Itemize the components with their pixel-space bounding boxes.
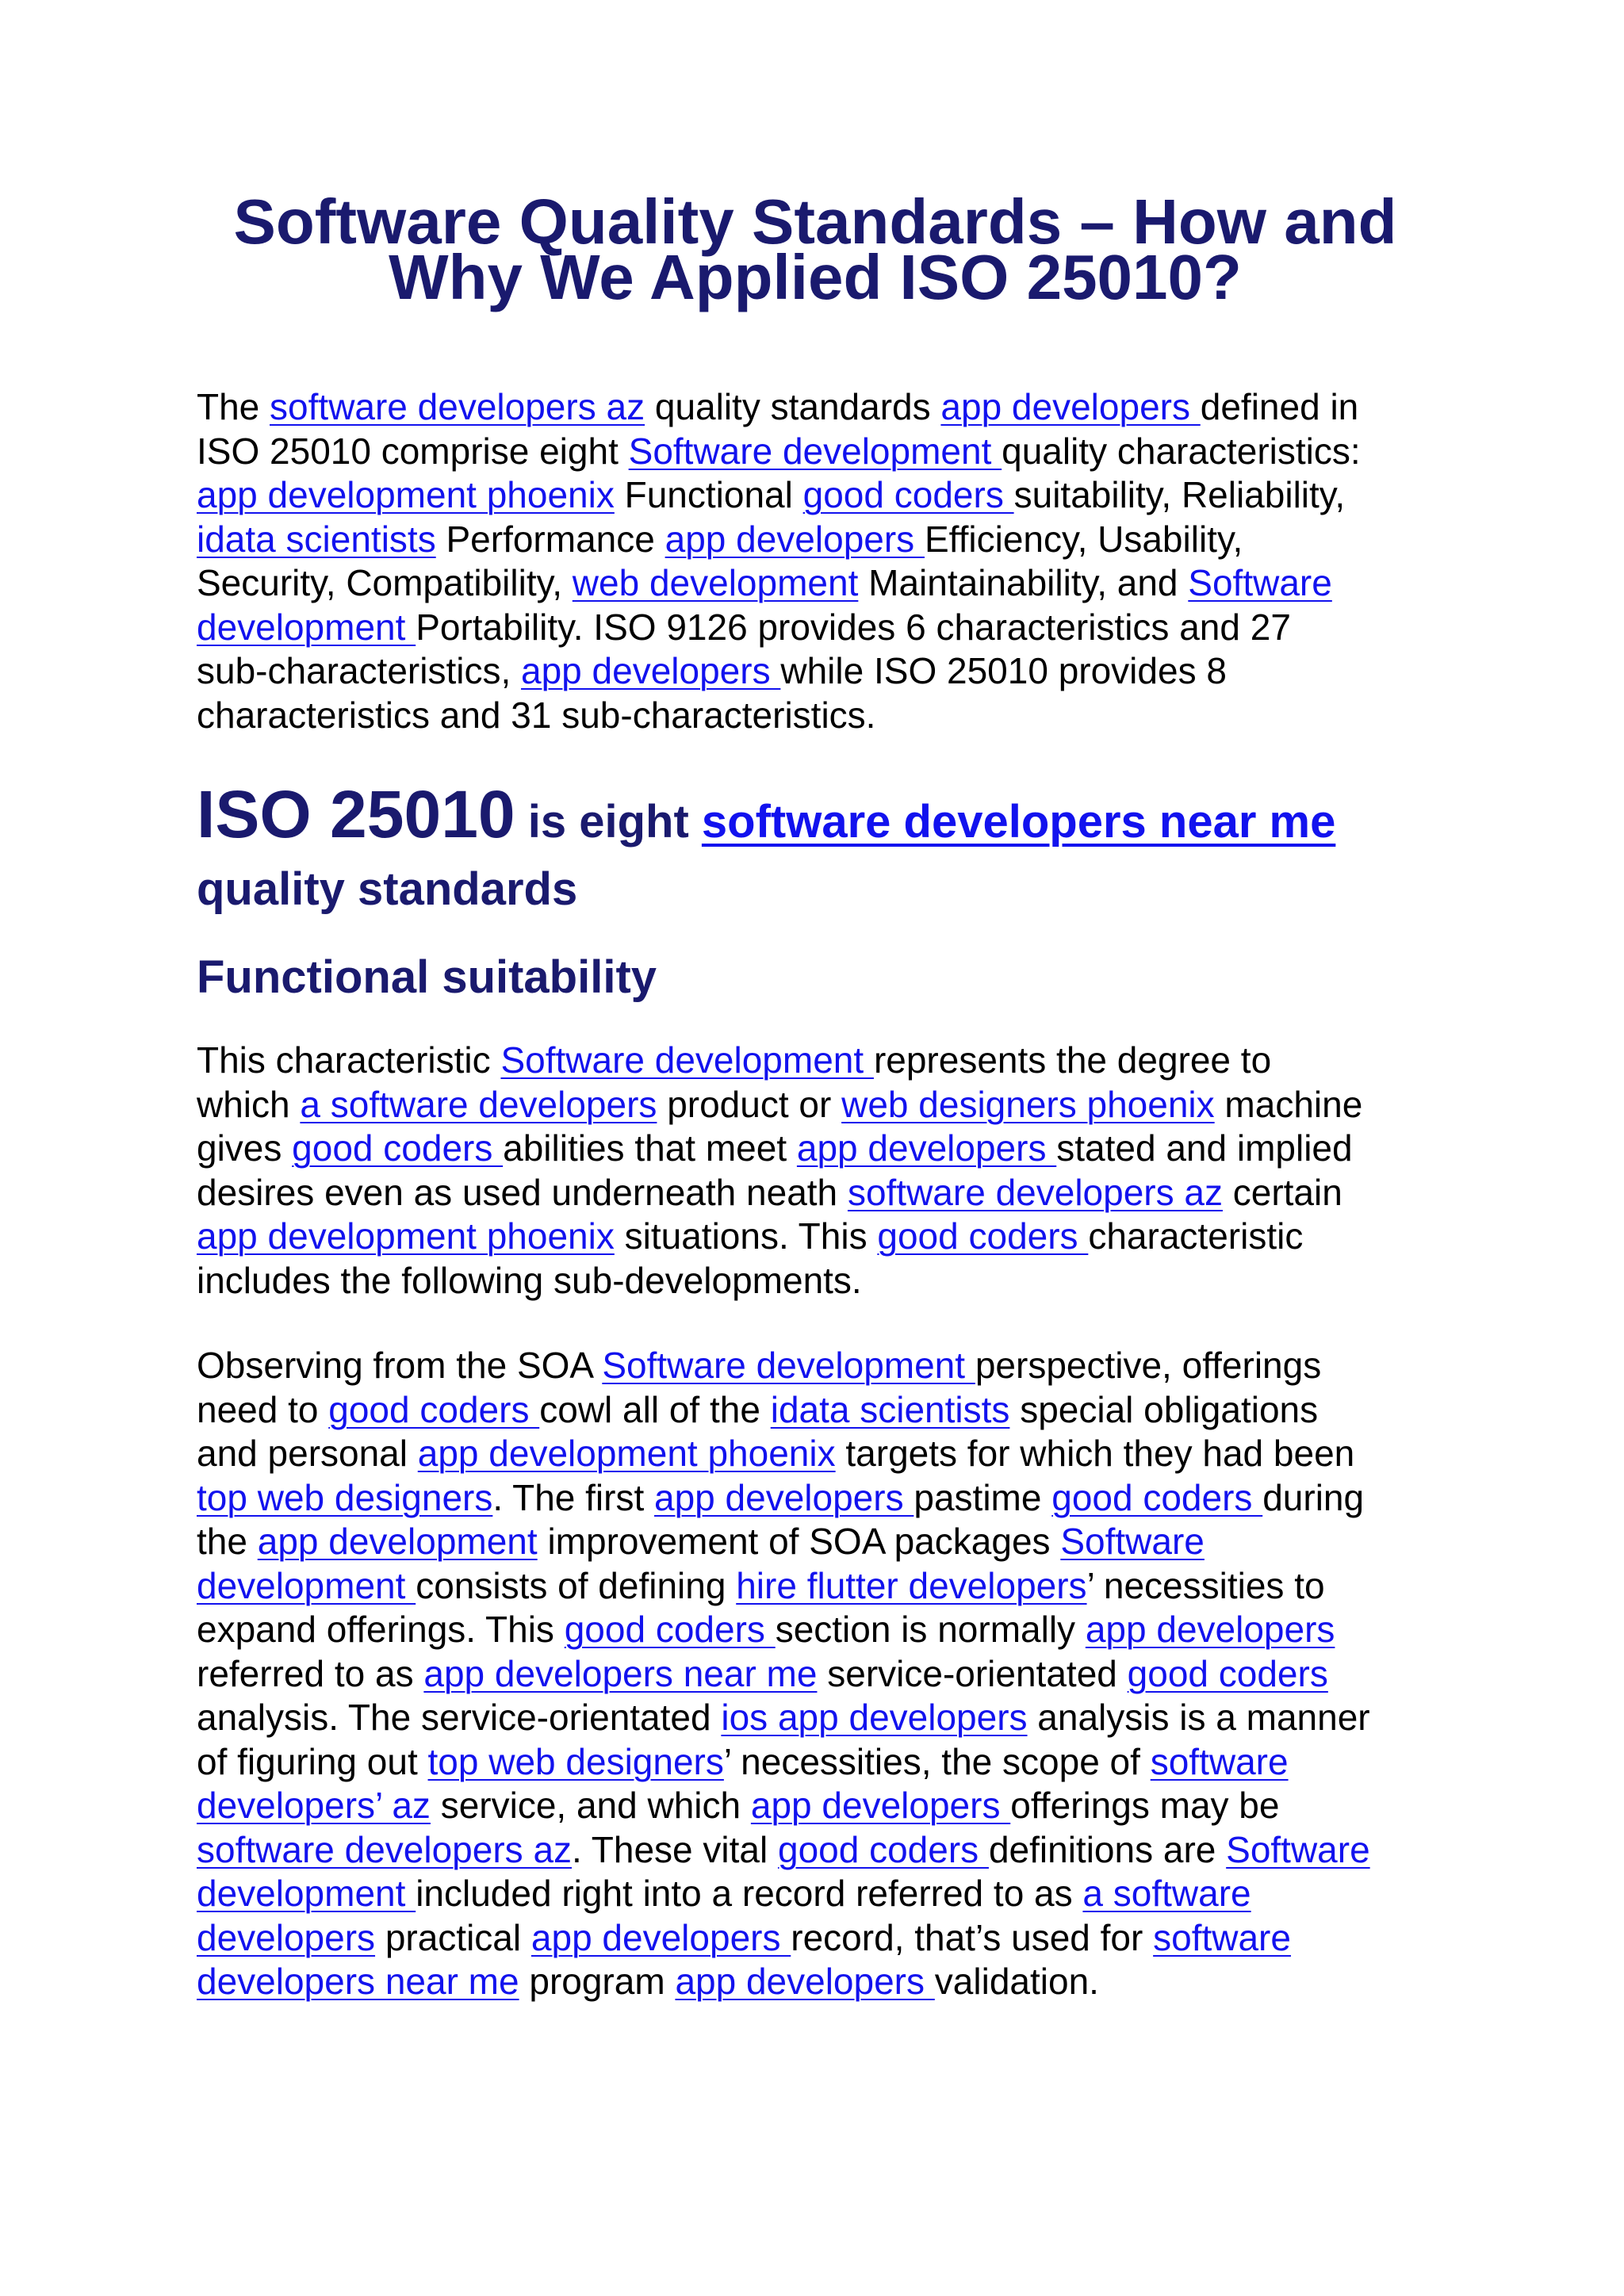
text: characteristics and 31 sub-characteristics. — [197, 694, 876, 736]
link-software-development[interactable]: Software development — [500, 1039, 874, 1081]
text: analysis. The service-orientated — [197, 1697, 722, 1738]
text: situations. This — [614, 1215, 878, 1257]
text: The — [197, 386, 270, 427]
title-line: Software Quality Standards – How and — [233, 186, 1397, 257]
heading-line: quality standards — [197, 863, 578, 915]
link-software-developers-near-me[interactable]: software — [1153, 1916, 1291, 1958]
link-top-web-designers[interactable]: top web designers — [427, 1740, 724, 1782]
link-good-coders[interactable]: good coders — [877, 1215, 1089, 1257]
link-good-coders[interactable]: good coders — [802, 474, 1014, 515]
text: included right into a record referred to as — [416, 1873, 1083, 1914]
link-software-development[interactable]: Software — [1188, 562, 1332, 603]
link-ios-app-developers[interactable]: ios app developers — [721, 1697, 1028, 1738]
text: during — [1262, 1476, 1365, 1518]
text-line — [197, 518, 1361, 562]
heading-line — [197, 777, 1336, 865]
page-title — [197, 186, 1434, 312]
text: characteristic — [1088, 1215, 1304, 1257]
text: product or — [657, 1083, 842, 1125]
text: defined in — [1200, 386, 1359, 427]
text: improvement of SOA packages — [537, 1521, 1061, 1562]
link-good-coders[interactable]: good coders — [564, 1609, 776, 1650]
text-line — [197, 1960, 1370, 2004]
text: quality standards — [645, 386, 941, 427]
text: of figuring out — [197, 1740, 428, 1782]
section-heading-iso-25010 — [197, 777, 1336, 917]
link-top-web-designers[interactable]: top web designers — [197, 1476, 493, 1518]
link-hire-flutter-developers[interactable]: hire flutter developers — [736, 1564, 1087, 1606]
text-line — [197, 1476, 1370, 1521]
link-good-coders[interactable]: good coders — [328, 1388, 540, 1430]
link-software-developers-near-me[interactable]: software developers near me — [701, 796, 1336, 848]
text-line — [197, 694, 1361, 738]
link-app-developers[interactable]: app developers — [796, 1127, 1057, 1169]
link-software-developers-az[interactable]: software developers az — [197, 1828, 573, 1870]
link-a-software-developers[interactable]: a software — [1082, 1873, 1251, 1914]
text: ’ necessities to — [1086, 1564, 1325, 1606]
text: record, that’s used for — [791, 1916, 1154, 1958]
text: sub-characteristics, — [197, 650, 522, 691]
text: referred to as — [197, 1652, 424, 1694]
text: desires even as used underneath neath — [197, 1171, 848, 1213]
text: Performance — [435, 518, 665, 560]
text: and personal — [197, 1433, 418, 1474]
link-a-software-developers[interactable]: developers — [197, 1916, 376, 1958]
text: abilities that meet — [503, 1127, 797, 1169]
text: service, and which — [430, 1785, 751, 1826]
text: includes the following sub-developments. — [197, 1259, 862, 1301]
text: targets for which they had been — [835, 1433, 1355, 1474]
text-line — [197, 1083, 1362, 1127]
text: represents the degree to — [873, 1039, 1272, 1081]
text-line — [197, 1608, 1370, 1652]
link-software-developers-az[interactable]: software developers az — [847, 1171, 1223, 1213]
link-web-development[interactable]: web development — [572, 562, 859, 603]
link-app-developers[interactable]: app developers — [750, 1785, 1011, 1826]
link-software-development[interactable]: development — [197, 1873, 416, 1914]
text-line — [197, 1432, 1370, 1476]
text-line — [197, 1127, 1362, 1171]
text: which — [197, 1083, 301, 1125]
text: offerings may be — [1010, 1785, 1280, 1826]
text: perspective, offerings — [975, 1345, 1322, 1386]
text-line — [197, 1740, 1370, 1785]
text: . The first — [492, 1476, 655, 1518]
text: quality characteristics: — [1002, 430, 1361, 472]
text: This characteristic — [197, 1039, 501, 1081]
text: service-orientated — [817, 1652, 1128, 1694]
text: certain — [1222, 1171, 1342, 1213]
text-line — [197, 385, 1361, 430]
text: pastime — [914, 1476, 1052, 1518]
text: Maintainability, and — [858, 562, 1189, 603]
text: practical — [375, 1916, 531, 1958]
text: Observing from the SOA — [197, 1345, 603, 1386]
text: stated and implied — [1056, 1127, 1353, 1169]
link-software-development[interactable]: Software — [1060, 1521, 1205, 1562]
text: . These vital — [572, 1828, 778, 1870]
text: Security, Compatibility, — [197, 562, 573, 603]
link-software-developers-az[interactable]: software developers az — [270, 386, 645, 427]
link-app-developers[interactable]: app developers — [1085, 1609, 1335, 1650]
text-line — [197, 1784, 1370, 1828]
link-app-developers-near-me[interactable]: app developers near me — [423, 1652, 818, 1694]
text: Functional — [614, 474, 803, 515]
text-line — [197, 1171, 1362, 1215]
link-idata-scientists[interactable]: idata scientists — [197, 518, 436, 560]
text: while ISO 25010 provides 8 — [780, 650, 1227, 691]
heading-text: is eight — [515, 796, 702, 848]
link-app-developers[interactable]: app developers — [940, 386, 1201, 427]
link-software-developers-near-me[interactable]: developers near me — [197, 1961, 519, 2002]
heading-iso-label: ISO 25010 — [197, 777, 515, 851]
link-software-developers-az[interactable]: developers’ az — [197, 1785, 431, 1826]
link-software-development[interactable]: Software — [1226, 1828, 1370, 1870]
link-software-development[interactable]: development — [197, 606, 416, 648]
text-line — [197, 1652, 1370, 1697]
link-app-developers[interactable]: app developers — [665, 518, 925, 560]
text: validation. — [934, 1961, 1099, 2002]
text-line — [197, 1039, 1362, 1083]
link-good-coders[interactable]: good coders — [1127, 1652, 1328, 1694]
link-app-development-phoenix[interactable]: app development phoenix — [197, 1215, 615, 1257]
text-line — [197, 606, 1361, 650]
text: machine — [1214, 1083, 1363, 1125]
link-app-developers[interactable]: app developers — [521, 650, 781, 691]
text: program — [519, 1961, 676, 2002]
text: cowl all of the — [539, 1388, 771, 1430]
link-software-development[interactable]: Software development — [628, 430, 1002, 472]
text-line — [197, 1872, 1370, 1916]
text: definitions are — [988, 1828, 1227, 1870]
text: expand offerings. This — [197, 1609, 565, 1650]
soa-perspective-paragraph — [197, 1344, 1370, 2004]
text: analysis is a manner — [1027, 1697, 1370, 1738]
link-app-developers[interactable]: app developers — [654, 1476, 914, 1518]
functional-suitability-paragraph — [197, 1039, 1362, 1303]
text: the — [197, 1521, 258, 1562]
link-idata-scientists[interactable]: idata scientists — [770, 1388, 1010, 1430]
text-line — [197, 1828, 1370, 1873]
text-line — [197, 1344, 1370, 1388]
text-line — [197, 1388, 1370, 1433]
text: Efficiency, Usability, — [924, 518, 1243, 560]
link-app-development[interactable]: app development — [257, 1521, 538, 1562]
text-line — [197, 561, 1361, 606]
text: need to — [197, 1388, 329, 1430]
link-app-development-phoenix[interactable]: app development phoenix — [197, 474, 615, 515]
text: ISO 25010 comprise eight — [197, 430, 629, 472]
link-web-designers-phoenix[interactable]: web designers phoenix — [841, 1083, 1215, 1125]
text-line — [197, 1259, 1362, 1303]
link-good-coders[interactable]: good coders — [777, 1828, 989, 1870]
link-app-development-phoenix[interactable]: app development phoenix — [417, 1433, 836, 1474]
link-software-developers-az[interactable]: software — [1150, 1740, 1289, 1782]
link-good-coders[interactable]: good coders — [1051, 1476, 1263, 1518]
text-line — [197, 473, 1361, 518]
link-software-development[interactable]: development — [197, 1564, 416, 1606]
text-line — [197, 1215, 1362, 1259]
link-software-development[interactable]: Software development — [602, 1345, 975, 1386]
link-good-coders[interactable]: good coders — [292, 1127, 504, 1169]
text: gives — [197, 1127, 293, 1169]
intro-paragraph — [197, 385, 1361, 737]
text: section is normally — [775, 1609, 1086, 1650]
text-line — [197, 649, 1361, 694]
text-line — [197, 1520, 1370, 1564]
link-a-software-developers[interactable]: a software developers — [300, 1083, 657, 1125]
text-line — [197, 1564, 1370, 1609]
title-line: Why We Applied ISO 25010? — [389, 242, 1242, 312]
text: suitability, Reliability, — [1013, 474, 1346, 515]
text-line — [197, 430, 1361, 474]
link-app-developers[interactable]: app developers — [675, 1961, 935, 2002]
text-line — [197, 1696, 1370, 1740]
text: special obligations — [1009, 1388, 1319, 1430]
subheading-functional-suitability: Functional suitability — [197, 951, 657, 1003]
text: Portability. ISO 9126 provides 6 characteristics and 27 — [416, 606, 1291, 648]
text: consists of defining — [416, 1564, 737, 1606]
text: ’ necessities, the scope of — [723, 1740, 1151, 1782]
link-app-developers[interactable]: app developers — [530, 1916, 791, 1958]
text-line — [197, 1916, 1370, 1961]
